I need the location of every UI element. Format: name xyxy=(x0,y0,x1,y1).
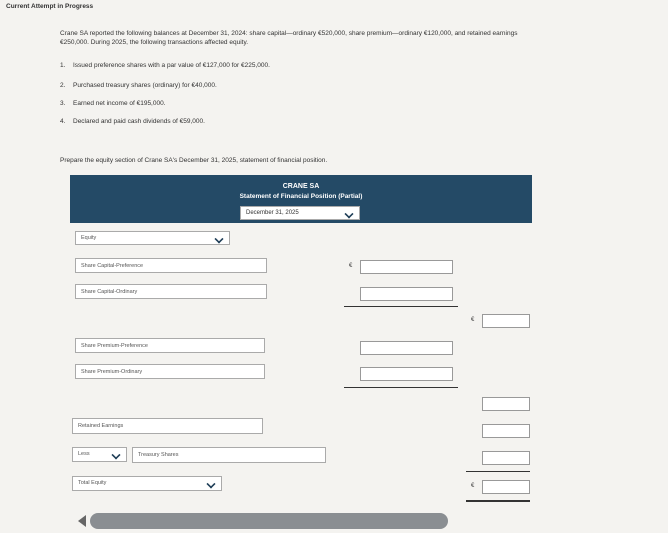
amount-input-total-share-capital[interactable] xyxy=(482,314,530,328)
line-item-share-capital-preference[interactable]: Share Capital-Preference xyxy=(75,258,267,273)
line-item-retained-earnings[interactable]: Retained Earnings xyxy=(72,418,263,434)
transaction-3 xyxy=(60,100,530,110)
currency-symbol: € xyxy=(349,263,353,269)
line-item-share-premium-preference[interactable]: Share Premium-Preference xyxy=(75,338,265,353)
line-item-share-premium-ordinary[interactable]: Share Premium-Ordinary xyxy=(75,364,265,379)
amount-input-share-premium-ordinary[interactable] xyxy=(360,367,453,381)
amount-input-share-capital-preference[interactable] xyxy=(360,260,453,274)
amount-input-treasury-shares[interactable] xyxy=(482,451,530,465)
amount-input-retained-earnings[interactable] xyxy=(482,424,530,438)
transaction-text: Issued preference shares with a par value of €127,000 for €225,000. xyxy=(73,62,270,69)
equity-heading-dropdown[interactable] xyxy=(75,231,230,245)
company-name: CRANE SA xyxy=(282,183,320,190)
date-dropdown[interactable] xyxy=(240,206,360,220)
subtotal-rule xyxy=(466,471,530,472)
amount-input-share-capital-ordinary[interactable] xyxy=(360,287,453,301)
less-dropdown[interactable] xyxy=(72,447,127,462)
amount-input-share-premium-preference[interactable] xyxy=(360,341,453,355)
chevron-down-icon xyxy=(111,450,120,459)
currency-symbol: € xyxy=(471,317,475,323)
total-double-rule xyxy=(466,500,530,502)
horizontal-scrollbar[interactable] xyxy=(90,513,448,529)
transaction-text: Declared and paid cash dividends of €59,000. xyxy=(73,118,205,125)
status-label: Current Attempt in Progress xyxy=(6,3,94,10)
scroll-left-arrow-icon[interactable] xyxy=(78,515,86,527)
transaction-number: 2. xyxy=(60,82,66,89)
transaction-text: Earned net income of €195,000. xyxy=(73,100,166,107)
amount-input-total-share-premium[interactable] xyxy=(482,397,530,411)
prepare-instruction: Prepare the equity section of Crane SA's December 31, 2025, statement of financial position. xyxy=(60,157,328,164)
line-item-treasury-shares[interactable]: Treasury Shares xyxy=(132,447,326,463)
subtotal-rule xyxy=(344,306,458,307)
transaction-1 xyxy=(60,62,530,72)
chevron-down-icon xyxy=(206,479,215,488)
transaction-number: 3. xyxy=(60,100,66,107)
transaction-text: Purchased treasury shares (ordinary) for €40,000. xyxy=(73,82,217,89)
line-item-share-capital-ordinary[interactable]: Share Capital-Ordinary xyxy=(75,284,267,299)
less-dropdown-value: Less xyxy=(78,451,90,457)
amount-input-total-equity[interactable] xyxy=(482,480,530,494)
date-dropdown-value: December 31, 2025 xyxy=(246,210,299,216)
total-equity-value: Total Equity xyxy=(78,480,107,486)
subtotal-rule xyxy=(344,387,458,388)
chevron-down-icon xyxy=(344,209,353,218)
transaction-number: 1. xyxy=(60,62,66,69)
currency-symbol: € xyxy=(471,483,475,489)
statement-header xyxy=(70,175,532,223)
equity-heading-value: Equity xyxy=(81,235,97,241)
transaction-number: 4. xyxy=(60,118,66,125)
transaction-2 xyxy=(60,82,530,92)
problem-intro: Crane SA reported the following balances at December 31, 2024: share capital—ordinary €520,000, share premium—ordinary €120,000, and retained earnings €250,000. During 2025, the following transactions affected equity. xyxy=(60,30,518,46)
statement-title: Statement of Financial Position (Partial) xyxy=(239,193,363,200)
chevron-down-icon xyxy=(214,234,223,243)
transaction-4 xyxy=(60,118,530,128)
total-equity-dropdown[interactable] xyxy=(72,476,222,491)
